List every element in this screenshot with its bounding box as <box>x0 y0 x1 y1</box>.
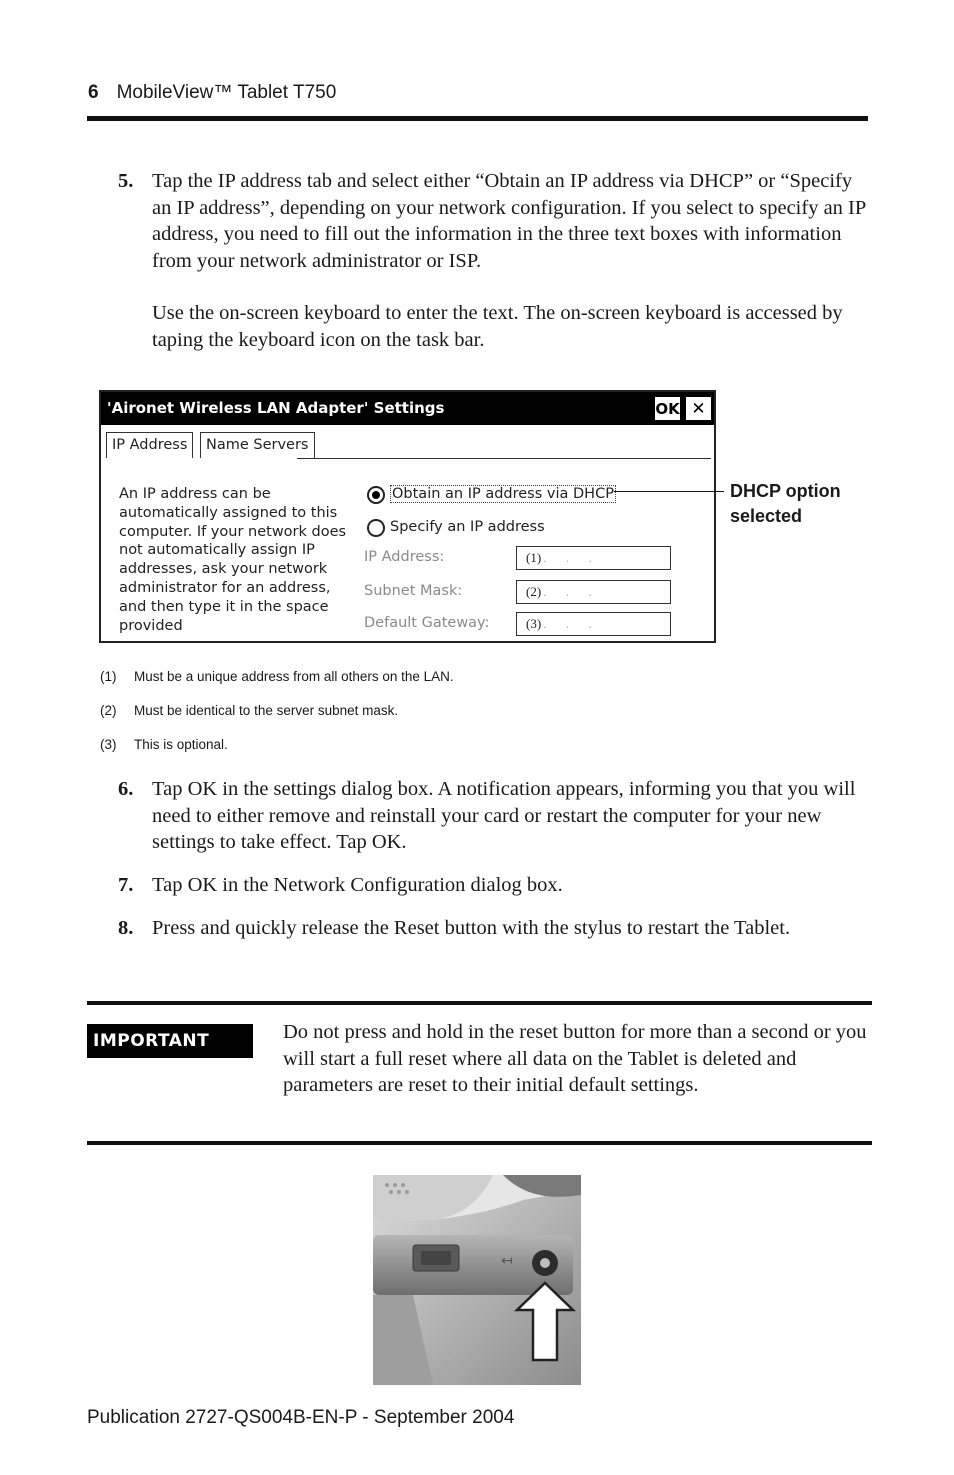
tab-name-servers[interactable]: Name Servers <box>200 432 315 458</box>
settings-dialog <box>99 390 716 643</box>
field-marker: (2) <box>526 584 542 599</box>
footnote-text: This is optional. <box>134 737 228 752</box>
step-note-text: Use the on-screen keyboard to enter the text. The on-screen keyboard is accessed by taping the keyboard icon on the task bar. <box>152 302 843 351</box>
svg-text:↤: ↤ <box>501 1253 513 1269</box>
field-marker: (1) <box>526 550 542 565</box>
default-gateway-field[interactable] <box>516 612 671 636</box>
gateway-dots: . . . <box>543 616 592 631</box>
ok-button[interactable]: OK <box>654 396 681 421</box>
callout-line-1: DHCP option <box>730 481 841 501</box>
page-header <box>88 82 336 104</box>
radio-dhcp[interactable] <box>367 486 385 504</box>
footer-publication: Publication 2727-QS004B-EN-P - September 2004 <box>87 1407 515 1428</box>
footnote-text: Must be a unique address from all others on the LAN. <box>134 669 454 684</box>
step-text: Tap the IP address tab and select either “Obtain an IP address via DHCP” or “Specify an IP address”, depending on your network configuration. If you select to specify an IP address, you need to fill out the information in the three text boxes with information from your network administrator or ISP. <box>152 170 866 272</box>
radio-dhcp-label[interactable]: Obtain an IP address via DHCP <box>392 486 614 502</box>
subnet-mask-label: Subnet Mask: <box>364 583 463 599</box>
radio-specify-label[interactable]: Specify an IP address <box>390 519 545 535</box>
ip-address-field[interactable] <box>516 546 671 570</box>
header-rule <box>87 116 868 121</box>
important-top-rule <box>87 1001 872 1005</box>
subnet-mask-field[interactable] <box>516 580 671 604</box>
tab-baseline <box>297 458 711 459</box>
close-icon[interactable]: ✕ <box>685 396 712 421</box>
step-number: 7. <box>118 874 134 896</box>
dialog-description: An IP address can be automatically assigned to this computer. If your network does not automatically assign IP addresses, ask your network administrator for an address, and then type it in the space provided <box>119 486 347 634</box>
callout-line <box>614 491 724 492</box>
footnote-marker: (2) <box>100 703 117 718</box>
step-number: 8. <box>118 917 134 939</box>
step-number: 6. <box>118 778 134 800</box>
tab-ip-address[interactable]: IP Address <box>106 432 193 458</box>
dhcp-callout <box>730 479 841 529</box>
footnote-marker: (3) <box>100 737 117 752</box>
step-text: Tap OK in the Network Configuration dialog box. <box>152 874 563 896</box>
footnote-text: Must be identical to the server subnet mask. <box>134 703 399 718</box>
footnote-1 <box>100 669 454 684</box>
footnote-marker: (1) <box>100 669 117 684</box>
ip-address-label: IP Address: <box>364 549 445 565</box>
step-text: Tap OK in the settings dialog box. A notification appears, informing you that you will need to either remove and reinstall your card or restart the computer for your new settings to take effect. Tap OK. <box>152 778 856 853</box>
footnote-3 <box>100 737 228 752</box>
dialog-title: 'Aironet Wireless LAN Adapter' Settings <box>101 392 714 425</box>
ip-dots: . . . <box>543 550 592 565</box>
footnote-2 <box>100 703 398 718</box>
step-text: Press and quickly release the Reset button with the stylus to restart the Tablet. <box>152 917 791 939</box>
subnet-dots: . . . <box>543 584 592 599</box>
reset-button-photo <box>373 1175 581 1385</box>
header-title: MobileView™ Tablet T750 <box>116 82 337 103</box>
important-bottom-rule <box>87 1141 872 1145</box>
default-gateway-label: Default Gateway: <box>364 615 490 631</box>
important-text: Do not press and hold in the reset button for more than a second or you will start a full reset where all data on the Tablet is deleted and parameters are reset to their initial default settings. <box>283 1021 867 1096</box>
callout-line-2: selected <box>730 506 803 526</box>
page-number: 6 <box>88 82 99 103</box>
field-marker: (3) <box>526 616 542 631</box>
important-label: IMPORTANT <box>87 1024 253 1058</box>
radio-specify[interactable] <box>367 519 385 537</box>
step-number: 5. <box>118 170 134 192</box>
